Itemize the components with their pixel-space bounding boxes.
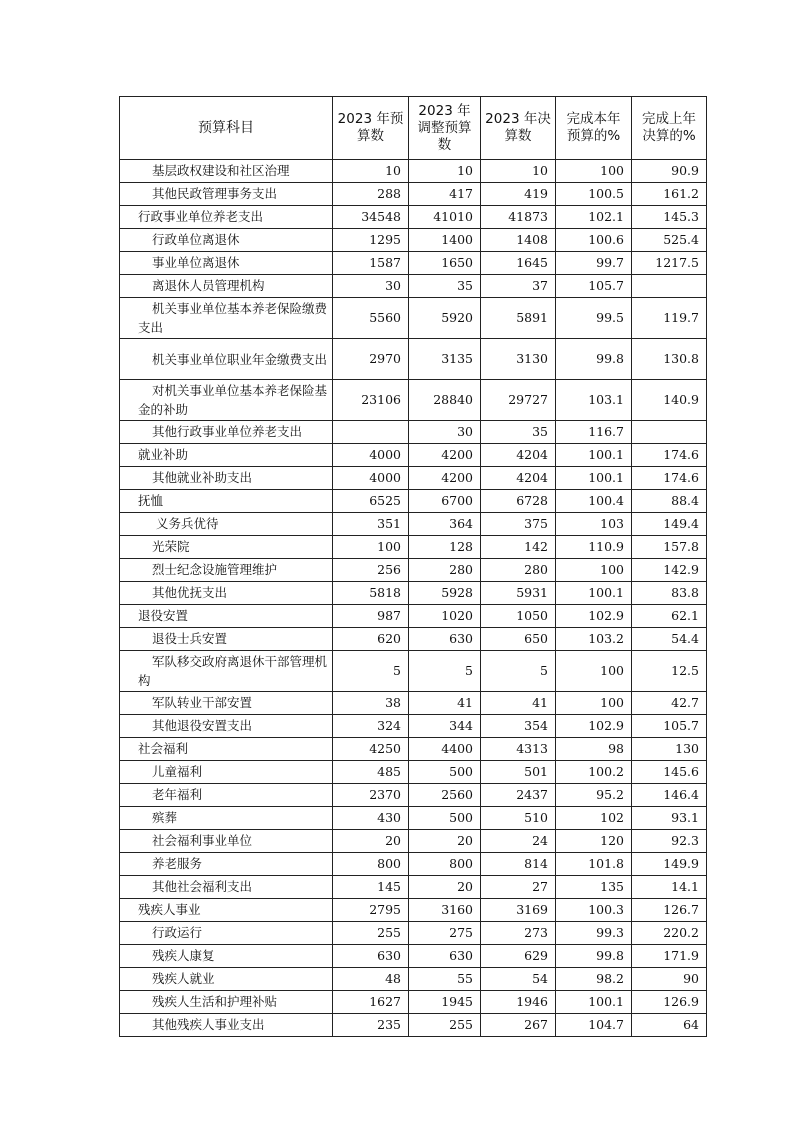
table-row	[120, 784, 707, 807]
item-name: 其他社会福利支出	[152, 879, 253, 894]
table-row	[120, 715, 707, 738]
pct-of-last-year-cell: 62.1	[632, 605, 707, 628]
pct-of-last-year-cell: 174.6	[632, 444, 707, 467]
budget-cell: 620	[333, 628, 409, 651]
item-name-cell	[120, 380, 333, 421]
budget-cell: 987	[333, 605, 409, 628]
header-budget-item: 预算科目	[120, 97, 333, 160]
pct-of-last-year-cell: 14.1	[632, 876, 707, 899]
table-row	[120, 807, 707, 830]
item-name: 烈士纪念设施管理维护	[152, 562, 278, 577]
pct-of-budget-cell: 100.5	[556, 183, 632, 206]
budget-cell: 485	[333, 761, 409, 784]
table-row	[120, 339, 707, 380]
item-name-cell	[120, 807, 333, 830]
item-name: 光荣院	[152, 539, 190, 554]
item-name-cell	[120, 339, 333, 380]
final-cell: 10	[481, 160, 556, 183]
pct-of-last-year-cell: 42.7	[632, 692, 707, 715]
adjusted-budget-cell: 3160	[409, 899, 481, 922]
table-row	[120, 945, 707, 968]
pct-of-last-year-cell: 119.7	[632, 298, 707, 339]
pct-of-last-year-cell: 145.6	[632, 761, 707, 784]
item-name: 其他优抚支出	[152, 585, 228, 600]
table-row	[120, 899, 707, 922]
adjusted-budget-cell: 4200	[409, 444, 481, 467]
item-name: 抚恤	[138, 493, 164, 508]
pct-of-budget-cell: 98.2	[556, 968, 632, 991]
item-name: 其他就业补助支出	[152, 470, 253, 485]
pct-of-budget-cell: 95.2	[556, 784, 632, 807]
pct-of-budget-cell: 110.9	[556, 536, 632, 559]
pct-of-budget-cell: 102.1	[556, 206, 632, 229]
item-name-cell	[120, 692, 333, 715]
pct-of-budget-cell: 99.5	[556, 298, 632, 339]
final-cell: 6728	[481, 490, 556, 513]
item-name-cell	[120, 876, 333, 899]
adjusted-budget-cell: 364	[409, 513, 481, 536]
budget-cell: 38	[333, 692, 409, 715]
final-cell: 5891	[481, 298, 556, 339]
item-name: 对机关事业单位基本养老保险基金的补助	[138, 383, 328, 417]
budget-cell: 5818	[333, 582, 409, 605]
table-row	[120, 991, 707, 1014]
pct-of-budget-cell: 100	[556, 651, 632, 692]
pct-of-last-year-cell: 174.6	[632, 467, 707, 490]
item-name-cell	[120, 945, 333, 968]
table-row	[120, 922, 707, 945]
pct-of-last-year-cell: 93.1	[632, 807, 707, 830]
adjusted-budget-cell: 280	[409, 559, 481, 582]
budget-cell: 800	[333, 853, 409, 876]
table-row	[120, 830, 707, 853]
pct-of-last-year-cell: 88.4	[632, 490, 707, 513]
final-cell: 3169	[481, 899, 556, 922]
item-name: 退役安置	[138, 608, 189, 623]
item-name: 行政事业单位养老支出	[138, 209, 264, 224]
budget-cell: 2795	[333, 899, 409, 922]
header-pct-of-last-year: 完成上年决算的%	[632, 97, 707, 160]
item-name-cell	[120, 1014, 333, 1037]
item-name-cell	[120, 715, 333, 738]
item-name: 机关事业单位职业年金缴费支出	[152, 351, 328, 367]
adjusted-budget-cell: 255	[409, 1014, 481, 1037]
adjusted-budget-cell: 28840	[409, 380, 481, 421]
pct-of-last-year-cell: 149.4	[632, 513, 707, 536]
item-name-cell	[120, 275, 333, 298]
item-name: 离退休人员管理机构	[152, 278, 265, 293]
pct-of-budget-cell: 100.1	[556, 444, 632, 467]
budget-cell: 256	[333, 559, 409, 582]
final-cell: 280	[481, 559, 556, 582]
budget-cell: 4000	[333, 444, 409, 467]
item-name: 残疾人事业	[138, 902, 201, 917]
adjusted-budget-cell: 6700	[409, 490, 481, 513]
budget-cell: 2370	[333, 784, 409, 807]
item-name: 军队移交政府离退休干部管理机构	[138, 654, 328, 688]
adjusted-budget-cell: 5928	[409, 582, 481, 605]
pct-of-last-year-cell: 92.3	[632, 830, 707, 853]
header-budget-2023: 2023 年预算数	[333, 97, 409, 160]
item-name-cell	[120, 467, 333, 490]
final-cell: 375	[481, 513, 556, 536]
pct-of-last-year-cell: 171.9	[632, 945, 707, 968]
adjusted-budget-cell: 417	[409, 183, 481, 206]
adjusted-budget-cell: 1650	[409, 252, 481, 275]
item-name: 义务兵优待	[156, 516, 219, 531]
adjusted-budget-cell: 1020	[409, 605, 481, 628]
budget-cell	[333, 421, 409, 444]
item-name-cell	[120, 605, 333, 628]
pct-of-budget-cell: 120	[556, 830, 632, 853]
pct-of-budget-cell: 104.7	[556, 1014, 632, 1037]
budget-cell: 430	[333, 807, 409, 830]
item-name-cell	[120, 761, 333, 784]
adjusted-budget-cell: 500	[409, 761, 481, 784]
pct-of-budget-cell: 100.4	[556, 490, 632, 513]
budget-cell: 4000	[333, 467, 409, 490]
table-row	[120, 968, 707, 991]
item-name: 基层政权建设和社区治理	[152, 163, 290, 178]
adjusted-budget-cell: 128	[409, 536, 481, 559]
item-name-cell	[120, 651, 333, 692]
final-cell: 5	[481, 651, 556, 692]
final-cell: 35	[481, 421, 556, 444]
final-cell: 2437	[481, 784, 556, 807]
final-cell: 54	[481, 968, 556, 991]
adjusted-budget-cell: 41	[409, 692, 481, 715]
header-pct-of-budget: 完成本年预算的%	[556, 97, 632, 160]
item-name-cell	[120, 513, 333, 536]
item-name-cell	[120, 559, 333, 582]
pct-of-last-year-cell: 130	[632, 738, 707, 761]
item-name: 其他行政事业单位养老支出	[152, 424, 303, 439]
pct-of-last-year-cell: 126.7	[632, 899, 707, 922]
table-row	[120, 252, 707, 275]
budget-cell: 1295	[333, 229, 409, 252]
budget-cell: 34548	[333, 206, 409, 229]
table-row	[120, 853, 707, 876]
table-row	[120, 421, 707, 444]
adjusted-budget-cell: 2560	[409, 784, 481, 807]
pct-of-last-year-cell	[632, 275, 707, 298]
final-cell: 3130	[481, 339, 556, 380]
table-row	[120, 536, 707, 559]
budget-cell: 5	[333, 651, 409, 692]
budget-cell: 324	[333, 715, 409, 738]
item-name: 社会福利事业单位	[152, 833, 253, 848]
budget-cell: 20	[333, 830, 409, 853]
budget-table	[119, 96, 707, 1037]
pct-of-budget-cell: 103	[556, 513, 632, 536]
pct-of-budget-cell: 100.6	[556, 229, 632, 252]
item-name-cell	[120, 490, 333, 513]
final-cell: 629	[481, 945, 556, 968]
adjusted-budget-cell: 500	[409, 807, 481, 830]
item-name-cell	[120, 582, 333, 605]
adjusted-budget-cell: 630	[409, 945, 481, 968]
table-row	[120, 298, 707, 339]
table-row	[120, 490, 707, 513]
item-name-cell	[120, 922, 333, 945]
item-name-cell	[120, 830, 333, 853]
budget-cell: 10	[333, 160, 409, 183]
budget-cell: 100	[333, 536, 409, 559]
final-cell: 1645	[481, 252, 556, 275]
final-cell: 5931	[481, 582, 556, 605]
item-name: 行政单位离退休	[152, 232, 240, 247]
final-cell: 37	[481, 275, 556, 298]
pct-of-last-year-cell	[632, 421, 707, 444]
table-row	[120, 160, 707, 183]
final-cell: 24	[481, 830, 556, 853]
final-cell: 41	[481, 692, 556, 715]
table-row	[120, 380, 707, 421]
header-final-2023: 2023 年决算数	[481, 97, 556, 160]
final-cell: 4204	[481, 444, 556, 467]
table-row	[120, 628, 707, 651]
pct-of-last-year-cell: 90	[632, 968, 707, 991]
final-cell: 354	[481, 715, 556, 738]
item-name: 老年福利	[152, 787, 203, 802]
adjusted-budget-cell: 30	[409, 421, 481, 444]
table-row	[120, 444, 707, 467]
pct-of-budget-cell: 103.1	[556, 380, 632, 421]
budget-cell: 351	[333, 513, 409, 536]
item-name-cell	[120, 784, 333, 807]
pct-of-last-year-cell: 126.9	[632, 991, 707, 1014]
pct-of-budget-cell: 100.1	[556, 467, 632, 490]
table-row	[120, 467, 707, 490]
adjusted-budget-cell: 800	[409, 853, 481, 876]
item-name: 就业补助	[138, 447, 189, 462]
final-cell: 1408	[481, 229, 556, 252]
pct-of-budget-cell: 99.3	[556, 922, 632, 945]
item-name: 退役士兵安置	[152, 631, 228, 646]
pct-of-budget-cell: 98	[556, 738, 632, 761]
final-cell: 142	[481, 536, 556, 559]
item-name: 其他民政管理事务支出	[152, 186, 278, 201]
item-name: 儿童福利	[152, 764, 203, 779]
pct-of-budget-cell: 99.8	[556, 945, 632, 968]
adjusted-budget-cell: 35	[409, 275, 481, 298]
table-row	[120, 513, 707, 536]
item-name-cell	[120, 968, 333, 991]
final-cell: 814	[481, 853, 556, 876]
pct-of-last-year-cell: 1217.5	[632, 252, 707, 275]
budget-cell: 6525	[333, 490, 409, 513]
item-name-cell	[120, 229, 333, 252]
pct-of-budget-cell: 102	[556, 807, 632, 830]
pct-of-budget-cell: 100.3	[556, 899, 632, 922]
pct-of-budget-cell: 101.8	[556, 853, 632, 876]
adjusted-budget-cell: 20	[409, 830, 481, 853]
table-row	[120, 275, 707, 298]
adjusted-budget-cell: 275	[409, 922, 481, 945]
adjusted-budget-cell: 20	[409, 876, 481, 899]
budget-cell: 30	[333, 275, 409, 298]
final-cell: 41873	[481, 206, 556, 229]
table-row	[120, 1014, 707, 1037]
header-adjusted-budget-2023: 2023 年调整预算数	[409, 97, 481, 160]
item-name-cell	[120, 899, 333, 922]
pct-of-budget-cell: 99.7	[556, 252, 632, 275]
pct-of-last-year-cell: 130.8	[632, 339, 707, 380]
adjusted-budget-cell: 630	[409, 628, 481, 651]
pct-of-last-year-cell: 157.8	[632, 536, 707, 559]
budget-cell: 1587	[333, 252, 409, 275]
item-name-cell	[120, 206, 333, 229]
budget-cell: 235	[333, 1014, 409, 1037]
item-name-cell	[120, 252, 333, 275]
table-row	[120, 738, 707, 761]
header-row	[120, 97, 707, 160]
pct-of-last-year-cell: 525.4	[632, 229, 707, 252]
pct-of-last-year-cell: 90.9	[632, 160, 707, 183]
table-row	[120, 582, 707, 605]
final-cell: 4204	[481, 467, 556, 490]
table-body	[120, 160, 707, 1037]
final-cell: 650	[481, 628, 556, 651]
budget-cell: 288	[333, 183, 409, 206]
table-row	[120, 651, 707, 692]
budget-cell: 630	[333, 945, 409, 968]
pct-of-budget-cell: 135	[556, 876, 632, 899]
pct-of-last-year-cell: 54.4	[632, 628, 707, 651]
item-name: 残疾人生活和护理补贴	[152, 994, 278, 1009]
pct-of-budget-cell: 116.7	[556, 421, 632, 444]
adjusted-budget-cell: 4400	[409, 738, 481, 761]
budget-cell: 48	[333, 968, 409, 991]
pct-of-budget-cell: 99.8	[556, 339, 632, 380]
item-name: 行政运行	[152, 925, 203, 940]
item-name-cell	[120, 444, 333, 467]
pct-of-budget-cell: 102.9	[556, 715, 632, 738]
final-cell: 4313	[481, 738, 556, 761]
pct-of-last-year-cell: 140.9	[632, 380, 707, 421]
adjusted-budget-cell: 41010	[409, 206, 481, 229]
budget-cell: 255	[333, 922, 409, 945]
item-name: 事业单位离退休	[152, 255, 240, 270]
budget-cell: 5560	[333, 298, 409, 339]
item-name-cell	[120, 160, 333, 183]
pct-of-budget-cell: 100.2	[556, 761, 632, 784]
item-name: 机关事业单位基本养老保险缴费支出	[138, 301, 328, 335]
pct-of-budget-cell: 100	[556, 160, 632, 183]
item-name-cell	[120, 853, 333, 876]
budget-table-container	[119, 96, 706, 1037]
item-name: 其他退役安置支出	[152, 718, 253, 733]
final-cell: 27	[481, 876, 556, 899]
pct-of-budget-cell: 102.9	[556, 605, 632, 628]
pct-of-last-year-cell: 149.9	[632, 853, 707, 876]
item-name: 残疾人就业	[152, 971, 215, 986]
table-row	[120, 559, 707, 582]
pct-of-budget-cell: 100.1	[556, 582, 632, 605]
table-row	[120, 229, 707, 252]
adjusted-budget-cell: 344	[409, 715, 481, 738]
adjusted-budget-cell: 5	[409, 651, 481, 692]
adjusted-budget-cell: 5920	[409, 298, 481, 339]
item-name-cell	[120, 183, 333, 206]
adjusted-budget-cell: 4200	[409, 467, 481, 490]
item-name-cell	[120, 628, 333, 651]
table-row	[120, 605, 707, 628]
pct-of-last-year-cell: 12.5	[632, 651, 707, 692]
item-name: 军队转业干部安置	[152, 695, 253, 710]
pct-of-budget-cell: 100	[556, 559, 632, 582]
pct-of-last-year-cell: 145.3	[632, 206, 707, 229]
table-row	[120, 761, 707, 784]
pct-of-last-year-cell: 220.2	[632, 922, 707, 945]
final-cell: 1050	[481, 605, 556, 628]
budget-cell: 2970	[333, 339, 409, 380]
pct-of-budget-cell: 100.1	[556, 991, 632, 1014]
pct-of-last-year-cell: 64	[632, 1014, 707, 1037]
item-name: 社会福利	[138, 741, 189, 756]
item-name-cell	[120, 991, 333, 1014]
final-cell: 510	[481, 807, 556, 830]
budget-cell: 145	[333, 876, 409, 899]
pct-of-budget-cell: 103.2	[556, 628, 632, 651]
table-row	[120, 692, 707, 715]
item-name: 殡葬	[152, 810, 178, 825]
final-cell: 1946	[481, 991, 556, 1014]
budget-cell: 1627	[333, 991, 409, 1014]
pct-of-last-year-cell: 83.8	[632, 582, 707, 605]
item-name-cell	[120, 298, 333, 339]
pct-of-last-year-cell: 105.7	[632, 715, 707, 738]
pct-of-budget-cell: 100	[556, 692, 632, 715]
pct-of-budget-cell: 105.7	[556, 275, 632, 298]
final-cell: 273	[481, 922, 556, 945]
pct-of-last-year-cell: 142.9	[632, 559, 707, 582]
table-row	[120, 206, 707, 229]
adjusted-budget-cell: 3135	[409, 339, 481, 380]
final-cell: 267	[481, 1014, 556, 1037]
item-name-cell	[120, 536, 333, 559]
pct-of-last-year-cell: 161.2	[632, 183, 707, 206]
final-cell: 29727	[481, 380, 556, 421]
item-name: 其他残疾人事业支出	[152, 1017, 265, 1032]
budget-cell: 23106	[333, 380, 409, 421]
final-cell: 501	[481, 761, 556, 784]
adjusted-budget-cell: 1945	[409, 991, 481, 1014]
table-row	[120, 876, 707, 899]
final-cell: 419	[481, 183, 556, 206]
item-name: 残疾人康复	[152, 948, 215, 963]
item-name: 养老服务	[152, 856, 203, 871]
pct-of-last-year-cell: 146.4	[632, 784, 707, 807]
adjusted-budget-cell: 55	[409, 968, 481, 991]
budget-cell: 4250	[333, 738, 409, 761]
item-name-cell	[120, 421, 333, 444]
adjusted-budget-cell: 10	[409, 160, 481, 183]
adjusted-budget-cell: 1400	[409, 229, 481, 252]
item-name-cell	[120, 738, 333, 761]
table-row	[120, 183, 707, 206]
